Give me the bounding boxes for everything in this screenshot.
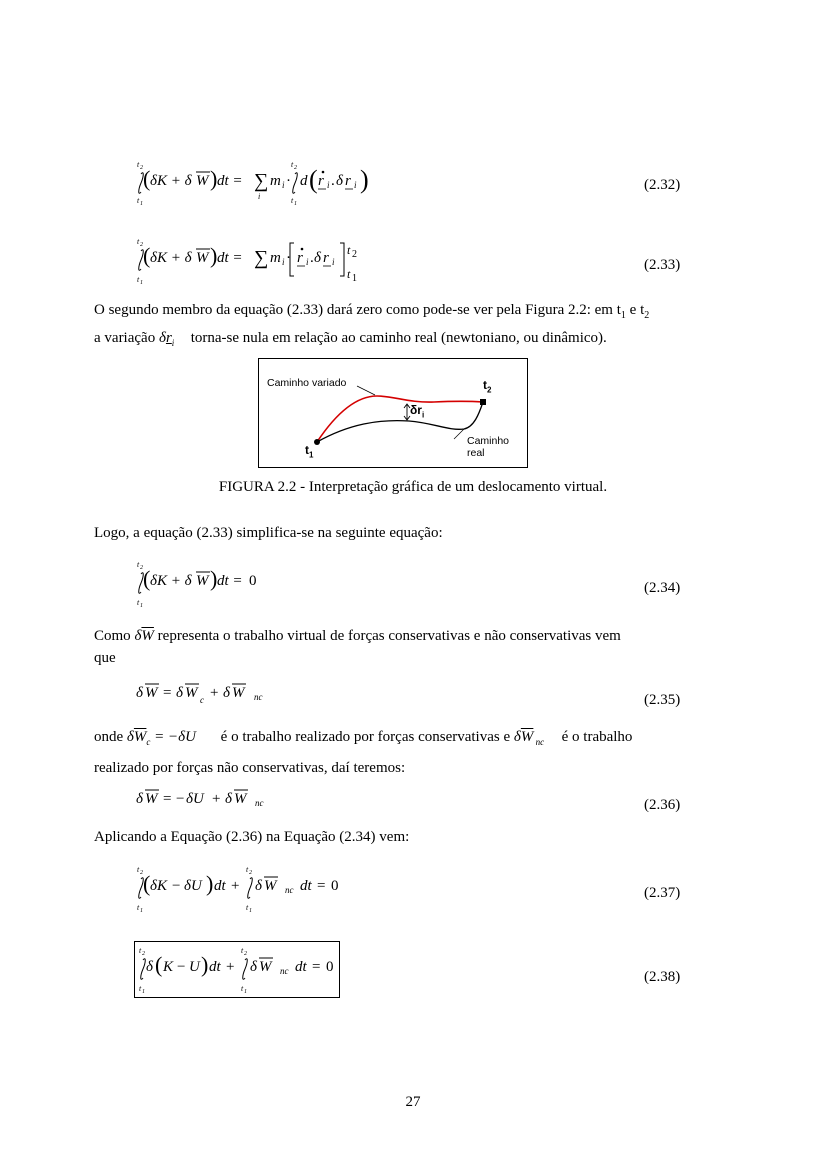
svg-text:2: 2 <box>249 870 252 876</box>
svg-text:2: 2 <box>142 951 145 957</box>
svg-text:K: K <box>163 959 174 975</box>
svg-text:(: ( <box>143 871 151 896</box>
svg-text:δU: δU <box>186 791 204 807</box>
svg-text:nc: nc <box>285 885 294 895</box>
svg-text:dt =: dt = <box>217 173 243 189</box>
svg-text:δ: δ <box>223 685 230 701</box>
svg-text:1: 1 <box>352 273 357 284</box>
svg-text:): ) <box>201 952 209 977</box>
svg-text:0: 0 <box>331 878 339 894</box>
svg-text:r: r <box>297 250 303 266</box>
svg-text:t: t <box>246 865 249 874</box>
svg-text:W: W <box>185 685 198 701</box>
svg-text:t: t <box>246 903 249 912</box>
svg-text:+: + <box>212 791 221 807</box>
equation-number: (2.35) <box>644 692 681 708</box>
svg-text:d: d <box>300 173 308 189</box>
svg-text:t: t <box>347 267 351 281</box>
svg-text:dt =: dt = <box>217 250 243 266</box>
equation-number: (2.37) <box>644 885 681 901</box>
paragraph: Logo, a equação (2.33) simplifica-se na seguinte equação: <box>94 525 443 541</box>
svg-text:=: = <box>317 878 326 894</box>
svg-text:δ: δ <box>176 685 183 701</box>
svg-text:1: 1 <box>140 603 143 609</box>
svg-text:·: · <box>286 173 291 189</box>
paragraph: Aplicando a Equação (2.36) na Equação (2.34) vem: <box>94 829 410 845</box>
svg-text:): ) <box>210 243 218 268</box>
svg-text:+: + <box>210 685 219 701</box>
svg-text:2: 2 <box>294 165 297 171</box>
svg-text:i: i <box>282 180 285 190</box>
svg-text:=: = <box>163 685 172 701</box>
svg-text:t: t <box>137 598 140 607</box>
svg-text:δ: δ <box>225 791 232 807</box>
svg-text:t: t <box>137 903 140 912</box>
svg-text:t: t <box>241 946 244 955</box>
svg-text:(: ( <box>143 566 151 591</box>
svg-text:δU: δU <box>184 878 202 894</box>
svg-text:t: t <box>241 984 244 993</box>
label-delta-r: $\delta r_i$ <box>410 403 425 420</box>
svg-text:(: ( <box>143 166 151 191</box>
svg-text:t: t <box>137 160 140 169</box>
svg-text:=: = <box>312 959 321 975</box>
svg-text:W: W <box>196 250 209 266</box>
paragraph: O segundo membro da equação (2.33) dará zero como pode-se ver pela Figura 2.2: em $t_1$ e $t_2$ a variação $\delta r_i$ torna-se nula em relação ao caminho real (newtoniano, ou dinâmico). <box>94 299 716 354</box>
svg-text:2: 2 <box>352 249 357 260</box>
svg-text:): ) <box>206 871 214 896</box>
equation-number: (2.38) <box>644 969 681 985</box>
svg-text:): ) <box>360 165 369 194</box>
svg-text:δ: δ <box>136 791 143 807</box>
svg-text:t: t <box>137 865 140 874</box>
label-t2: $t_2$ <box>483 378 492 395</box>
svg-text:δK + δ: δK + δ <box>150 173 192 189</box>
svg-text:δK: δK <box>150 878 167 894</box>
svg-text:r: r <box>318 173 324 189</box>
svg-text:(: ( <box>143 243 151 268</box>
svg-text:0: 0 <box>326 959 334 975</box>
svg-text:m: m <box>270 250 281 266</box>
label-t1: $t_1$ <box>305 443 314 460</box>
label-caminho-real: Caminho real <box>467 435 510 459</box>
figure-caption: FIGURA 2.2 - Interpretação gráfica de um deslocamento virtual. <box>218 479 608 495</box>
svg-text:i: i <box>258 192 261 201</box>
paragraph: onde $\delta\overline{W}_c = -\delta U$ é o trabalho realizado por forças conservativas e $\delta\overline{W}$ $_{nc}$ é o trabalho realizado por forças não conservativas, daí teremos: <box>94 724 716 781</box>
svg-text:0: 0 <box>249 573 257 589</box>
svg-text:t: t <box>137 196 140 205</box>
svg-text:+: + <box>231 878 240 894</box>
svg-text:c: c <box>200 695 204 705</box>
svg-text:2: 2 <box>140 165 143 171</box>
svg-text:δ: δ <box>146 959 153 975</box>
svg-text:δK + δ: δK + δ <box>150 250 192 266</box>
svg-text:1: 1 <box>294 201 297 207</box>
svg-text:1: 1 <box>249 908 252 914</box>
svg-text:2: 2 <box>140 870 143 876</box>
svg-text:i: i <box>354 180 357 190</box>
svg-text:1: 1 <box>140 908 143 914</box>
svg-text:∑: ∑ <box>254 170 269 192</box>
svg-text:t: t <box>137 237 140 246</box>
svg-text:dt: dt <box>214 878 226 894</box>
svg-text:W: W <box>259 959 272 975</box>
svg-text:δ: δ <box>136 685 143 701</box>
svg-text:−: − <box>172 878 181 894</box>
equation-number: (2.34) <box>644 580 681 596</box>
svg-text:1: 1 <box>244 989 247 995</box>
svg-text:t: t <box>139 984 142 993</box>
svg-text:2: 2 <box>244 951 247 957</box>
svg-text:t: t <box>137 560 140 569</box>
delta-w-symbol: $\delta\overline{W}$ <box>134 628 154 644</box>
svg-text:−: − <box>177 959 186 975</box>
svg-text:2: 2 <box>140 565 143 571</box>
paragraph: Como $\delta\overline{W}$ representa o trabalho virtual de forças conservativas e não conservativas vem que <box>94 625 716 669</box>
svg-text:.: . <box>331 173 335 189</box>
svg-text:i: i <box>306 257 309 267</box>
svg-text:U: U <box>189 959 200 975</box>
svg-text:W: W <box>196 573 209 589</box>
svg-text:dt: dt <box>209 959 221 975</box>
svg-text:.: . <box>310 250 314 266</box>
equation-number: (2.32) <box>644 177 681 193</box>
svg-text:t: t <box>347 243 351 257</box>
svg-text:(: ( <box>155 952 163 977</box>
svg-text:+: + <box>226 959 235 975</box>
svg-text:1: 1 <box>140 201 143 207</box>
svg-text:W: W <box>264 878 277 894</box>
svg-text:dt: dt <box>300 878 312 894</box>
svg-text:W: W <box>232 685 245 701</box>
svg-text:dt =: dt = <box>217 573 243 589</box>
svg-text:nc: nc <box>254 692 263 702</box>
svg-text:r: r <box>345 173 351 189</box>
svg-text:i: i <box>282 257 285 267</box>
svg-text:t: t <box>291 160 294 169</box>
svg-text:δ: δ <box>314 250 321 266</box>
svg-text:·: · <box>286 250 291 266</box>
svg-text:): ) <box>210 566 218 591</box>
svg-text:i: i <box>327 180 330 190</box>
svg-text:t: t <box>139 946 142 955</box>
svg-text:nc: nc <box>280 966 289 976</box>
label-caminho-variado: Caminho variado <box>267 377 347 389</box>
svg-text:(: ( <box>309 165 318 194</box>
svg-text:W: W <box>145 791 158 807</box>
svg-text:i: i <box>332 257 335 267</box>
svg-text:1: 1 <box>142 989 145 995</box>
wc-equals-minus-du: $\delta\overline{W}_c = -\delta U$ <box>126 729 196 747</box>
svg-text:t: t <box>137 275 140 284</box>
svg-text:−: − <box>176 791 185 807</box>
svg-text:W: W <box>145 685 158 701</box>
svg-text:∑: ∑ <box>254 247 269 269</box>
svg-text:δK + δ: δK + δ <box>150 573 192 589</box>
svg-text:=: = <box>163 791 172 807</box>
svg-text:m: m <box>270 173 281 189</box>
svg-text:2: 2 <box>140 242 143 248</box>
page-number: 27 <box>405 1094 421 1110</box>
svg-text:δ: δ <box>255 878 262 894</box>
delta-r-symbol: $\delta r_i$ <box>158 330 175 348</box>
svg-text:W: W <box>196 173 209 189</box>
svg-text:r: r <box>323 250 329 266</box>
svg-text:δ: δ <box>336 173 343 189</box>
svg-text:dt: dt <box>295 959 307 975</box>
wnc-symbol: $\delta\overline{W}$ $_{nc}$ <box>513 729 545 747</box>
svg-text:t: t <box>291 196 294 205</box>
svg-text:W: W <box>234 791 247 807</box>
equation-number: (2.36) <box>644 797 681 813</box>
svg-text:): ) <box>210 166 218 191</box>
svg-text:δ: δ <box>250 959 257 975</box>
equation-number: (2.33) <box>644 257 681 273</box>
svg-text:nc: nc <box>255 798 264 808</box>
svg-text:1: 1 <box>140 280 143 286</box>
